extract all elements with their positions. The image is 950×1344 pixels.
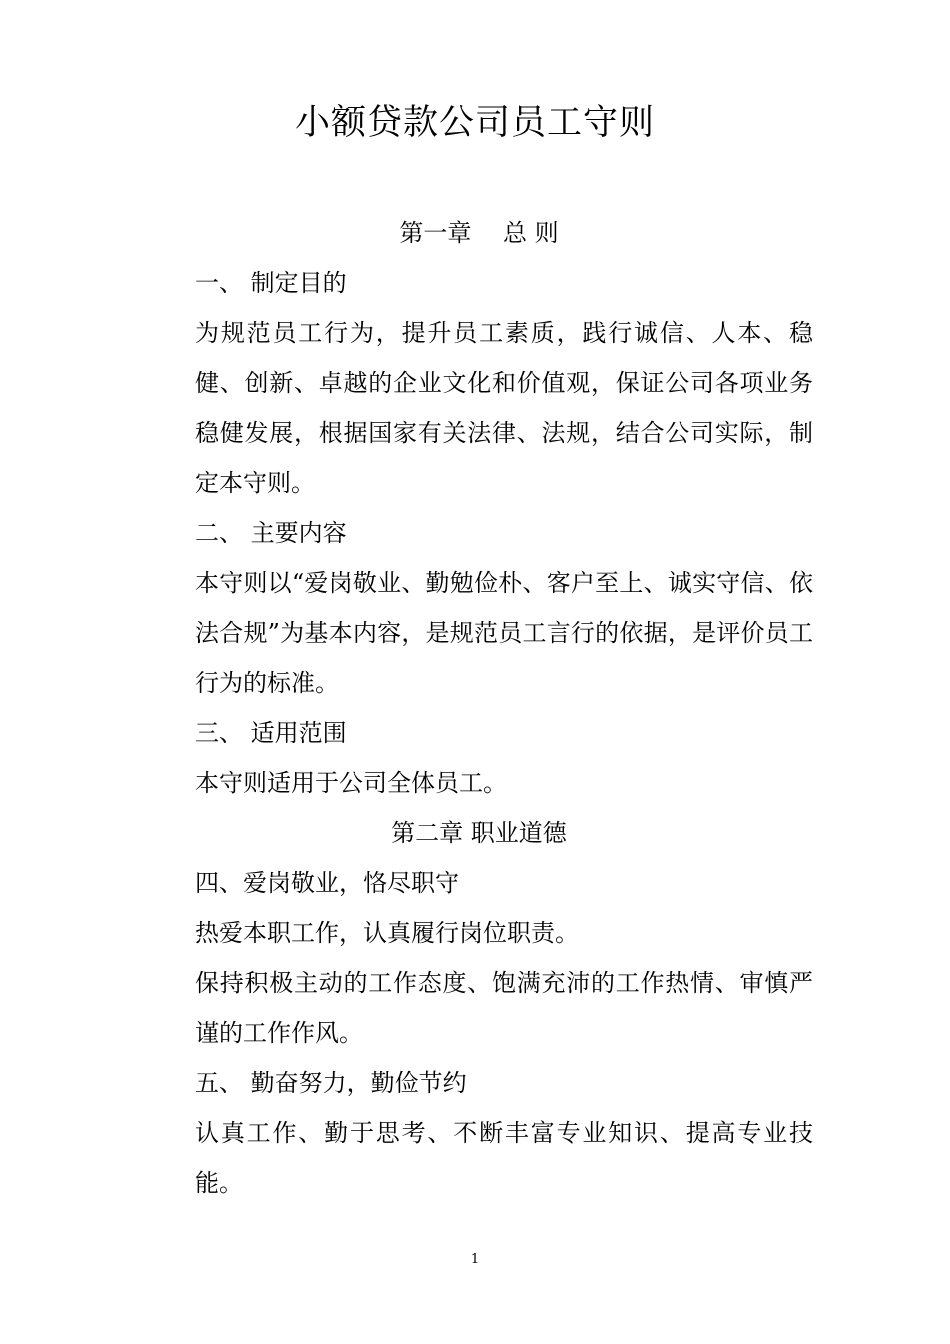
document-title: 小额贷款公司员工守则	[294, 103, 655, 143]
section-4-paragraph-2: 保持积极主动的工作态度、饱满充沛的工作热情、审慎严谨的工作作风。	[195, 969, 813, 1047]
chapter-2-heading: 第二章 职业道德	[391, 819, 567, 847]
document-body	[145, 208, 813, 1208]
section-3-body: 本守则适用于公司全体员工。	[195, 769, 507, 797]
section-2-heading: 二、 主要内容	[195, 519, 347, 547]
section-3-heading: 三、 适用范围	[195, 719, 347, 747]
chapter-1-heading: 第一章 总 则	[399, 219, 559, 247]
section-4-paragraph-1: 热爱本职工作，认真履行岗位职责。	[195, 919, 579, 947]
section-1-body: 为规范员工行为，提升员工素质，践行诚信、人本、稳健、创新、卓越的企业文化和价值观，保证公司各项业务稳健发展，根据国家有关法律、法规，结合公司实际，制定本守则。	[195, 319, 813, 497]
page-number: 1	[470, 1252, 480, 1267]
section-1-heading: 一、 制定目的	[195, 269, 347, 297]
section-2-body: 本守则以“爱岗敬业、勤勉俭朴、客户至上、诚实守信、依法合规”为基本内容，是规范员工言行的依据，是评价员工行为的标准。	[195, 569, 813, 697]
section-5-heading: 五、 勤奋努力，勤俭节约	[195, 1069, 467, 1097]
section-4-heading: 四、爱岗敬业，恪尽职守	[195, 869, 459, 897]
section-5-paragraph-1: 认真工作、勤于思考、不断丰富专业知识、提高专业技能。	[195, 1119, 813, 1197]
